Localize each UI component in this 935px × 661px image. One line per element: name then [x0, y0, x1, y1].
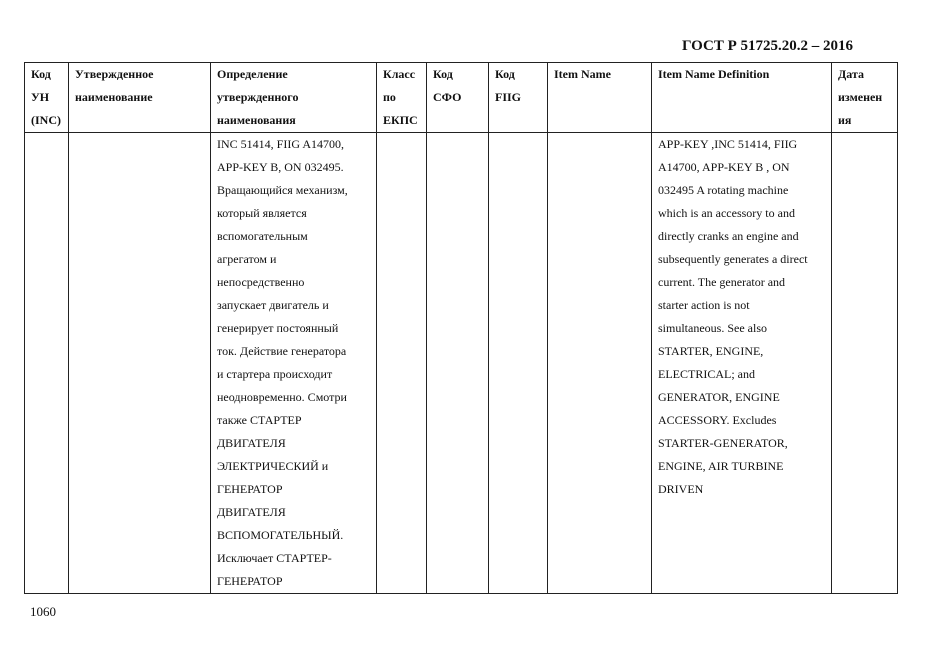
document-code: ГОСТ Р 51725.20.2 – 2016 [682, 38, 854, 54]
definition-line: simultaneous. See also [658, 321, 767, 335]
definition-line: запускает двигатель и [217, 298, 329, 312]
col-header-sfo-code: Код СФО [427, 63, 489, 133]
definition-line: и стартера происходит [217, 367, 333, 381]
definition-line: which is an accessory to and [658, 206, 795, 220]
col-header-ekps-class: Класс по ЕКПС [377, 63, 427, 133]
definition-line: DRIVEN [658, 482, 704, 496]
header-row [25, 63, 898, 133]
definition-line: APP-KEY ,INC 51414, FIIG [658, 137, 798, 151]
col-header-definition-ru: Определение утвержденного наименования [211, 63, 377, 133]
definition-line: ток. Действие генератора [217, 344, 347, 358]
cell-definition-en [652, 133, 832, 594]
cell-sfo-code [427, 133, 489, 594]
definition-line: ЭЛЕКТРИЧЕСКИЙ и [217, 459, 329, 473]
cell-item-name [548, 133, 652, 594]
definition-line: агрегатом и [217, 252, 277, 266]
cell-ekps-class [377, 133, 427, 594]
definition-line: Вращающийся механизм, [217, 183, 348, 197]
col-header-item-name-definition: Item Name Definition [652, 63, 832, 133]
definition-line: STARTER-GENERATOR, [658, 436, 788, 450]
col-header-fiig-code: Код FIIG [489, 63, 548, 133]
definition-line: генерирует постоянный [217, 321, 339, 335]
cell-approved-name [69, 133, 211, 594]
definition-line: GENERATOR, ENGINE [658, 390, 780, 404]
definition-line: Исключает СТАРТЕР- [217, 551, 332, 565]
definition-line: STARTER, ENGINE, [658, 344, 764, 358]
col-header-approved-name: Утвержденное наименование [69, 63, 211, 133]
cell-fiig-code [489, 133, 548, 594]
definition-line: также СТАРТЕР [217, 413, 302, 427]
definition-line: A14700, APP-KEY B , ON [658, 160, 790, 174]
definition-line: ГЕНЕРАТОР [217, 482, 283, 496]
col-header-change-date: Дата изменен ия [832, 63, 898, 133]
definition-line: ACCESSORY. Excludes [658, 413, 777, 427]
cell-inc [25, 133, 69, 594]
definition-line: INC 51414, FIIG A14700, [217, 137, 345, 151]
definition-line: вспомогательным [217, 229, 308, 243]
definition-line: неодновременно. Смотри [217, 390, 347, 404]
definition-line: ELECTRICAL; and [658, 367, 755, 381]
definition-line: непосредственно [217, 275, 305, 289]
nomenclature-table [24, 62, 898, 594]
definition-line: directly cranks an engine and [658, 229, 799, 243]
col-header-inc: Код УН (INC) [25, 63, 69, 133]
definition-line: ДВИГАТЕЛЯ [217, 436, 286, 450]
col-header-item-name: Item Name [548, 63, 652, 133]
definition-line: subsequently generates a direct [658, 252, 808, 266]
definition-line: 032495 A rotating machine [658, 183, 789, 197]
definition-line: ДВИГАТЕЛЯ [217, 505, 286, 519]
cell-definition-ru [211, 133, 377, 594]
page-number: 1060 [30, 604, 56, 619]
definition-line: ВСПОМОГАТЕЛЬНЫЙ. [217, 528, 344, 542]
definition-line: APP-KEY B, ON 032495. [217, 160, 344, 174]
definition-line: ГЕНЕРАТОР [217, 574, 283, 588]
definition-line: starter action is not [658, 298, 750, 312]
definition-line: ENGINE, AIR TURBINE [658, 459, 784, 473]
definition-line: current. The generator and [658, 275, 786, 289]
definition-line: который является [217, 206, 307, 220]
table-row [25, 133, 898, 594]
cell-change-date [832, 133, 898, 594]
